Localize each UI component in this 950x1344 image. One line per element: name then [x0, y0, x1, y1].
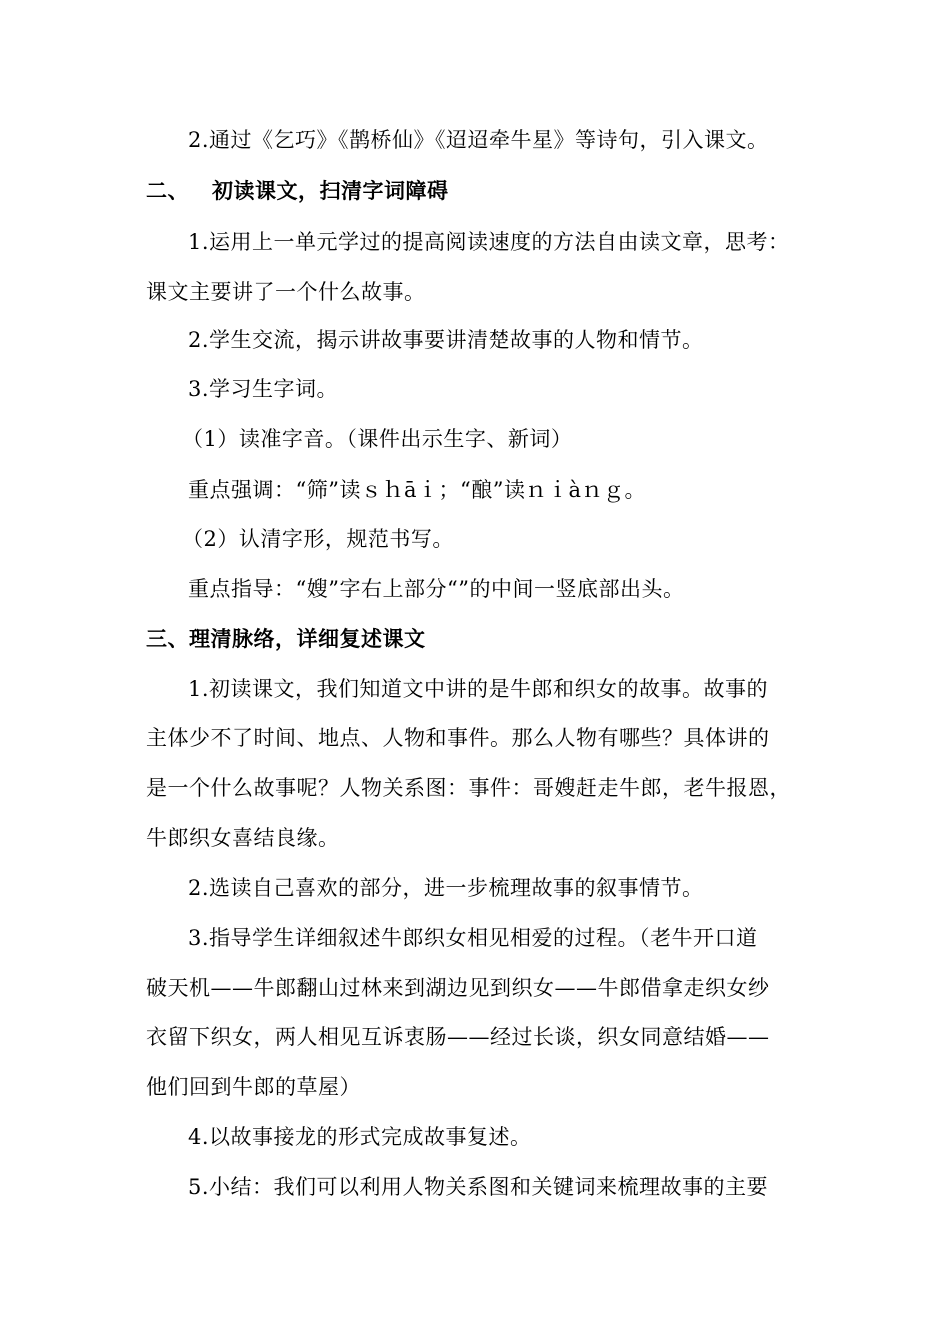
paragraph-line: 1.运用上一单元学过的提高阅读速度的方法自由读文章，思考：	[188, 230, 790, 254]
paragraph-line: （2）认清字形，规范书写。	[182, 527, 454, 551]
paragraph-line: 重点强调：“筛”读ｓｈāｉ；“酿”读ｎｉàｎｇ。	[188, 478, 646, 502]
paragraph-line: 主体少不了时间、地点、人物和事件。那么人物有哪些？具体讲的	[146, 726, 770, 750]
paragraph-line: 他们回到牛郎的草屋）	[146, 1075, 361, 1099]
paragraph-line: 破天机——牛郎翻山过林来到湖边见到织女——牛郎借拿走织女纱	[146, 976, 770, 1000]
paragraph-line: 3.学习生字词。	[188, 377, 339, 401]
paragraph-line: 4.以故事接龙的形式完成故事复述。	[188, 1125, 532, 1149]
paragraph-line: 重点指导：“嫂”字右上部分“”的中间一竖底部出头。	[188, 577, 685, 601]
section-heading-3: 三、理清脉络，详细复述课文	[146, 627, 426, 651]
paragraph-line: 衣留下织女，两人相见互诉衷肠——经过长谈，织女同意结婚——	[146, 1025, 770, 1049]
section-heading-2	[146, 176, 449, 206]
paragraph-line: 2.学生交流，揭示讲故事要讲清楚故事的人物和情节。	[188, 328, 704, 352]
paragraph-line: 5.小结：我们可以利用人物关系图和关键词来梳理故事的主要	[188, 1175, 769, 1199]
paragraph-line: 2.选读自己喜欢的部分，进一步梳理故事的叙事情节。	[188, 876, 704, 900]
paragraph-line: 2.通过《乞巧》《鹊桥仙》《迢迢牵牛星》等诗句，引入课文。	[188, 128, 769, 152]
paragraph-line: （1）读准字音。（课件出示生字、新词）	[182, 427, 573, 451]
paragraph-line: 3.指导学生详细叙述牛郎织女相见相爱的过程。（老牛开口道	[188, 926, 758, 950]
paragraph-line: 是一个什么故事呢？人物关系图：事件：哥嫂赶走牛郎，老牛报恩，	[146, 776, 791, 800]
section-title: 初读课文，扫清字词障碍	[212, 179, 449, 203]
section-number: 二、	[146, 179, 189, 203]
paragraph-line: 牛郎织女喜结良缘。	[146, 826, 340, 850]
paragraph-line: 1.初读课文，我们知道文中讲的是牛郎和织女的故事。故事的	[188, 677, 769, 701]
paragraph-line: 课文主要讲了一个什么故事。	[146, 280, 426, 304]
